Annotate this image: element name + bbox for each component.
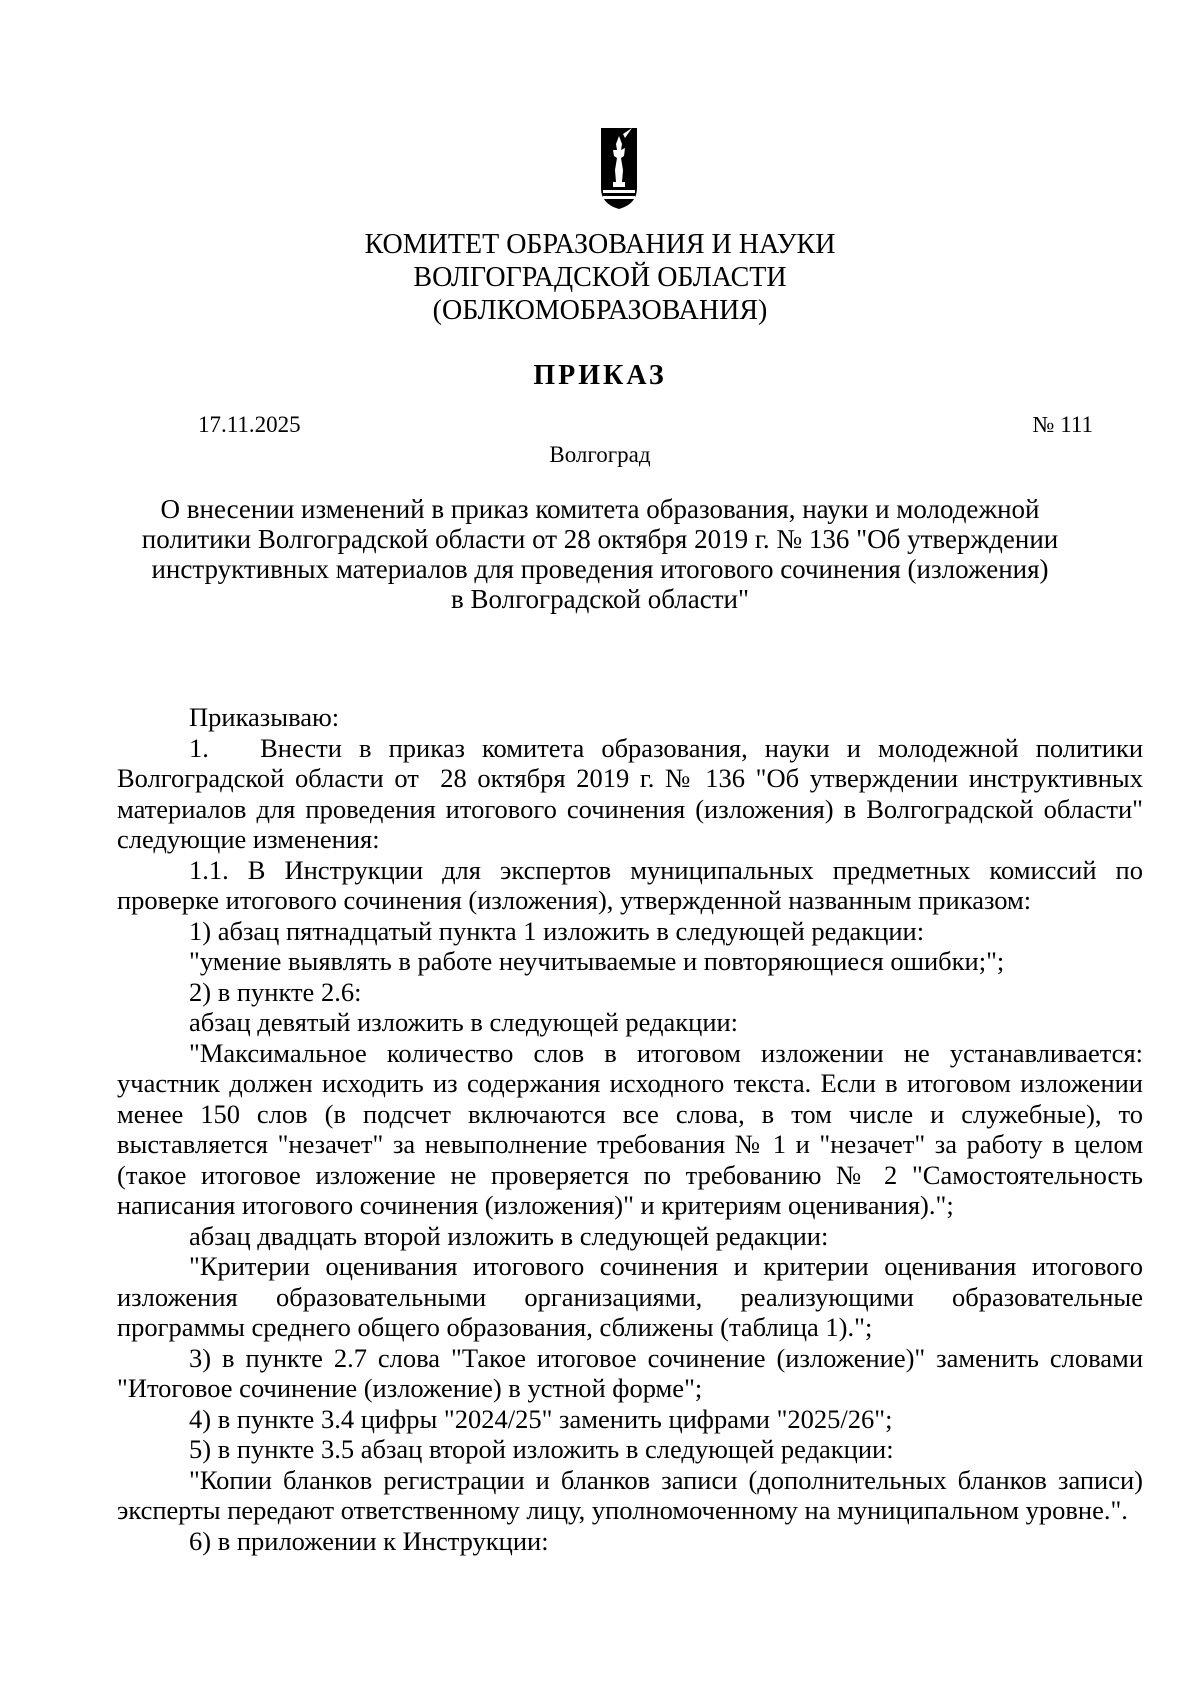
paragraph-1-1: 1.1. В Инструкции для экспертов муниципальных предметных комиссий по проверке итогового сочинения (изложения), утвержденной названным приказом: xyxy=(117,854,1143,915)
coat-of-arms-icon xyxy=(599,126,639,211)
document-number: № 111 xyxy=(1032,412,1093,437)
document-subject xyxy=(100,494,1100,614)
item-5: 5) в пункте 3.5 абзац второй изложить в следующей редакции: xyxy=(189,1434,894,1464)
subject-line-3: инструктивных материалов для проведения итогового сочинения (изложения) xyxy=(151,554,1049,584)
item-4: 4) в пункте 3.4 цифры "2024/25" заменить цифрами "2025/26"; xyxy=(189,1403,893,1434)
item-2: 2) в пункте 2.6: xyxy=(189,976,362,1007)
document-city: Волгоград xyxy=(549,442,651,467)
item-2-para-22-text: "Критерии оценивания итогового сочинения и критерии оценивания итогового изложения образовательными организациями, реализующими образовательные программы среднего общего образования, сближены (таблица 1)."; xyxy=(117,1251,1143,1342)
agency-line-2: ВОЛГОГРАДСКОЙ ОБЛАСТИ xyxy=(413,262,787,293)
item-6: 6) в приложении к Инструкции: xyxy=(189,1525,549,1556)
document-body xyxy=(117,702,1143,1556)
agency-line-1: КОМИТЕТ ОБРАЗОВАНИЯ И НАУКИ xyxy=(364,229,836,260)
agency-name xyxy=(0,228,1200,327)
subject-line-1: О внесении изменений в приказ комитета образования, науки и молодежной xyxy=(160,494,1040,524)
item-2-para-9-text: "Максимальное количество слов в итоговом изложении не устанавливается: участник должен исходить из содержания исходного текста. Если в итоговом изложении менее 150 слов (в подсчет включаются все слова, в том числе и служебные), то выставляется "незачет" за невыполнение требования № 1 и "незачет" за работу в целом (такое итоговое изложение не проверяется по требованию № 2 "Самостоятельность написания итогового сочинения (изложения)" и критериям оценивания)."; xyxy=(117,1037,1143,1220)
item-2-para-9: абзац девятый изложить в следующей редакции: xyxy=(189,1007,739,1037)
subject-line-4: в Волгоградской области" xyxy=(450,584,750,614)
document-date: 17.11.2025 xyxy=(198,412,301,437)
item-5-text: "Копии бланков регистрации и бланков записи (дополнительных бланков записи) эксперты передают ответственному лицу, уполномоченному на муниципальном уровне.". xyxy=(117,1464,1143,1525)
document-type: ПРИКАЗ xyxy=(533,360,667,391)
item-3: 3) в пункте 2.7 слова "Такое итоговое сочинение (изложение)" заменить словами "Итоговое сочинение (изложение) в устной форме"; xyxy=(117,1342,1143,1403)
order-intro: Приказываю: xyxy=(189,702,340,732)
item-1: 1) абзац пятнадцатый пункта 1 изложить в следующей редакции: xyxy=(189,915,925,946)
subject-line-2: политики Волгоградской области от 28 октября 2019 г. № 136 "Об утверждении xyxy=(141,524,1059,554)
agency-line-3: (ОБЛКОМОБРАЗОВАНИЯ) xyxy=(432,295,768,326)
paragraph-1: 1. Внести в приказ комитета образования, науки и молодежной политики Волгоградской области от 28 октября 2019 г. № 136 "Об утверждении инструктивных материалов для проведения итогового сочинения (изложения) в Волгоградской области" следующие изменения: xyxy=(117,732,1143,854)
item-2-para-22: абзац двадцать второй изложить в следующей редакции: xyxy=(189,1220,829,1251)
item-1-text: "умение выявлять в работе неучитываемые и повторяющиеся ошибки;"; xyxy=(189,946,1005,976)
